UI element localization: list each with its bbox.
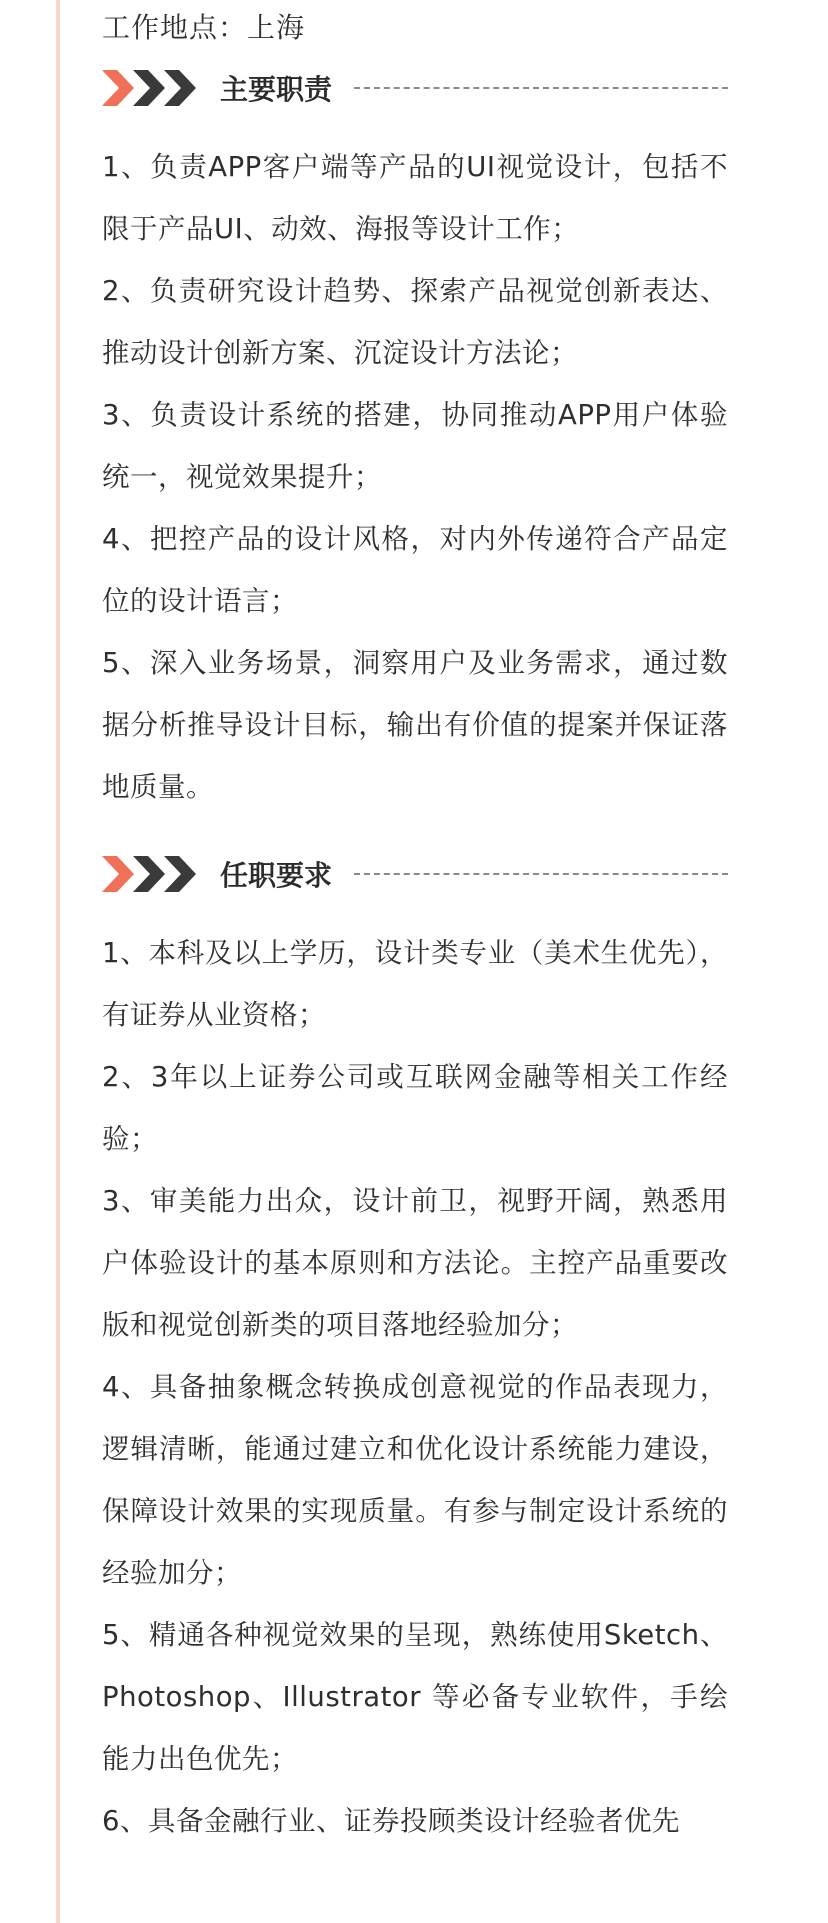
list-item: 2、负责研究设计趋势、探索产品视觉创新表达、推动设计创新方案、沉淀设计方法论； xyxy=(102,275,728,369)
list-item: 3、负责设计系统的搭建，协同推动APP用户体验统一，视觉效果提升； xyxy=(102,399,728,493)
section-title: 任职要求 xyxy=(220,859,333,892)
section-header-responsibilities xyxy=(102,66,728,110)
responsibilities-list xyxy=(102,136,728,818)
left-accent-rule xyxy=(56,0,60,1923)
dashed-divider xyxy=(354,87,728,89)
requirements-list xyxy=(102,922,728,1852)
list-item: 3、审美能力出众，设计前卫，视野开阔，熟悉用户体验设计的基本原则和方法论。主控产品重要改版和视觉创新类的项目落地经验加分； xyxy=(102,1185,728,1341)
dashed-divider xyxy=(354,873,728,875)
job-description xyxy=(102,0,728,1852)
chevron-arrows-icon xyxy=(102,70,198,106)
list-item: 1、负责APP客户端等产品的UI视觉设计，包括不限于产品UI、动效、海报等设计工作； xyxy=(102,151,728,245)
work-location: 工作地点：上海 xyxy=(102,11,306,44)
section-header-requirements xyxy=(102,852,728,896)
chevron-arrows-icon xyxy=(102,856,198,892)
list-item: 5、深入业务场景，洞察用户及业务需求，通过数据分析推导设计目标，输出有价值的提案并保证落地质量。 xyxy=(102,647,728,803)
list-item: 5、精通各种视觉效果的呈现，熟练使用Sketch、Photoshop、Illustrator 等必备专业软件，手绘能力出色优先； xyxy=(102,1619,728,1775)
section-title: 主要职责 xyxy=(220,73,333,106)
list-item: 1、本科及以上学历，设计类专业（美术生优先），有证券从业资格； xyxy=(102,937,728,1031)
list-item: 2、3年以上证券公司或互联网金融等相关工作经验； xyxy=(102,1061,728,1155)
list-item: 6、具备金融行业、证券投顾类设计经验者优先 xyxy=(102,1805,680,1837)
list-item: 4、具备抽象概念转换成创意视觉的作品表现力，逻辑清晰，能通过建立和优化设计系统能力建设，保障设计效果的实现质量。有参与制定设计系统的经验加分； xyxy=(102,1371,728,1589)
list-item: 4、把控产品的设计风格，对内外传递符合产品定位的设计语言； xyxy=(102,523,728,617)
